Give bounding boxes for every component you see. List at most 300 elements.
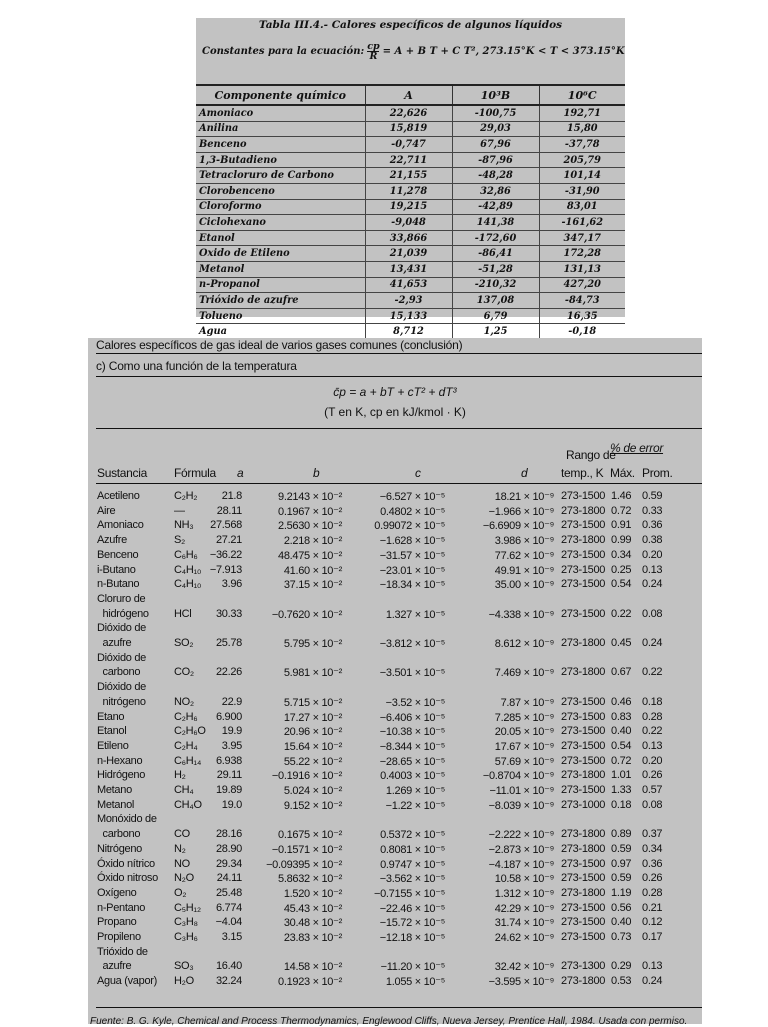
cell-max: 0.72 bbox=[611, 504, 632, 517]
col-prom: Prom. bbox=[642, 466, 673, 480]
cell-d: −1.966 × 10⁻⁹ bbox=[488, 505, 554, 518]
table2-row bbox=[88, 564, 702, 579]
cell-a: 13,431 bbox=[365, 261, 452, 277]
cell-c: 83,01 bbox=[539, 199, 625, 215]
cell-c: −23.01 × 10⁻⁵ bbox=[379, 564, 445, 577]
cell-b: 32,86 bbox=[452, 183, 539, 199]
cell-max: 0.45 bbox=[611, 637, 632, 649]
cell-c: −31.57 × 10⁻⁵ bbox=[379, 549, 445, 562]
table1-row bbox=[196, 105, 625, 121]
cell-prom: 0.22 bbox=[642, 666, 663, 679]
cell-prom: 0.24 bbox=[642, 637, 663, 649]
cell-b: -42,89 bbox=[452, 199, 539, 215]
cell-name: i-Butano bbox=[97, 563, 136, 576]
cell-a: 19.89 bbox=[215, 784, 242, 796]
cell-prom: 0.36 bbox=[642, 519, 663, 532]
cell-prom: 0.33 bbox=[642, 504, 663, 517]
table2-row bbox=[88, 711, 702, 726]
cell-max: 1.46 bbox=[611, 490, 632, 502]
cell-component: Agua bbox=[196, 324, 365, 340]
table1-row bbox=[196, 137, 625, 153]
cell-b: -210,32 bbox=[452, 277, 539, 293]
table1-row bbox=[196, 246, 625, 262]
equation-prefix: Constantes para la ecuación: bbox=[202, 46, 365, 57]
cell-range: 273-1800 bbox=[561, 504, 606, 517]
cell-formula: C₂H₄ bbox=[174, 739, 198, 752]
table1-row bbox=[196, 215, 625, 231]
cell-name: Cloruro de bbox=[97, 592, 146, 605]
cell-prom: 0.37 bbox=[642, 828, 663, 841]
cell-prom: 0.12 bbox=[642, 916, 663, 929]
table2-row bbox=[88, 593, 702, 608]
table2-row bbox=[88, 608, 702, 623]
cell-component: Benceno bbox=[196, 137, 365, 153]
cell-c: 347,17 bbox=[539, 230, 625, 246]
cell-d: 24.62 × 10⁻⁹ bbox=[494, 932, 554, 944]
cell-a: 28.11 bbox=[216, 504, 242, 517]
cell-name: azufre bbox=[97, 960, 132, 973]
cell-b: −0.1571 × 10⁻² bbox=[271, 843, 342, 856]
col-max: Máx. bbox=[610, 466, 635, 480]
cell-b: 29,03 bbox=[452, 121, 539, 137]
col-c: c bbox=[415, 466, 421, 480]
cell-c: 427,20 bbox=[539, 277, 625, 293]
table2-row bbox=[88, 931, 702, 946]
col-b: b bbox=[313, 466, 320, 480]
cell-formula: CO₂ bbox=[174, 666, 194, 679]
cell-a: 27.568 bbox=[210, 519, 242, 532]
cell-range: 273-1000 bbox=[561, 798, 606, 811]
table2-row bbox=[88, 946, 702, 961]
cell-name: Óxido nítrico bbox=[97, 857, 155, 870]
cell-c: −3.812 × 10⁻⁵ bbox=[379, 638, 445, 650]
cell-a: 11,278 bbox=[365, 183, 452, 199]
cell-prom: 0.08 bbox=[642, 798, 663, 811]
table2-row bbox=[88, 519, 702, 534]
table2-row bbox=[88, 666, 702, 681]
cell-d: −2.222 × 10⁻⁹ bbox=[488, 829, 554, 842]
col-rango-2: temp., K bbox=[561, 466, 604, 480]
cell-b: 2.218 × 10⁻² bbox=[283, 535, 342, 548]
cell-max: 0.59 bbox=[611, 842, 632, 855]
table2-footer: Fuente: B. G. Kyle, Chemical and Process Thermodynamics, Englewood Cliffs, Nueva Jersey, Prentice Hall, 1984. Usada con permiso. bbox=[90, 1016, 688, 1027]
cell-max: 0.54 bbox=[611, 739, 632, 752]
cell-prom: 0.21 bbox=[642, 901, 663, 914]
cell-c: 16,35 bbox=[539, 308, 625, 324]
cell-a: 3.15 bbox=[221, 931, 242, 943]
cell-b: 23.83 × 10⁻² bbox=[283, 932, 342, 944]
rule bbox=[96, 1007, 702, 1008]
cell-d: −4.187 × 10⁻⁹ bbox=[488, 858, 554, 871]
cell-formula: CO bbox=[174, 828, 190, 841]
cell-prom: 0.17 bbox=[642, 931, 663, 943]
cell-c: 205,79 bbox=[539, 152, 625, 168]
cell-name: Azufre bbox=[97, 534, 127, 547]
cell-a: 25.78 bbox=[215, 637, 242, 649]
cell-range: 273-1500 bbox=[561, 607, 606, 620]
cell-formula: S₂ bbox=[174, 534, 186, 547]
table2-row bbox=[88, 681, 702, 696]
cell-b: -172,60 bbox=[452, 230, 539, 246]
rule bbox=[96, 376, 702, 377]
cell-max: 0.53 bbox=[611, 975, 632, 988]
col-a: a bbox=[237, 466, 244, 480]
gas-specific-heat-table bbox=[88, 338, 702, 1027]
cell-name: n-Butano bbox=[97, 578, 140, 591]
cell-a: -2,93 bbox=[365, 293, 452, 309]
cell-component: Cloroformo bbox=[196, 199, 365, 215]
cell-c: 0.4003 × 10⁻⁵ bbox=[380, 770, 445, 783]
cell-b: 15.64 × 10⁻² bbox=[283, 740, 342, 753]
col-sustancia: Sustancia bbox=[97, 466, 147, 480]
cell-c: −22.46 × 10⁻⁵ bbox=[379, 902, 445, 915]
cell-formula: HCl bbox=[174, 607, 192, 620]
col-d: d bbox=[521, 466, 528, 480]
cell-component: Tetracloruro de Carbono bbox=[196, 168, 365, 184]
cell-b: 0.1675 × 10⁻² bbox=[278, 829, 342, 842]
cell-max: 0.97 bbox=[611, 857, 632, 870]
cell-formula: C₃H₆ bbox=[174, 931, 198, 943]
table2-row bbox=[88, 490, 702, 505]
cell-component: Amoniaco bbox=[196, 105, 365, 121]
cell-d: −6.6909 × 10⁻⁹ bbox=[482, 520, 554, 533]
cell-d: 7.285 × 10⁻⁹ bbox=[494, 711, 554, 724]
cell-c: −28.65 × 10⁻⁵ bbox=[379, 755, 445, 768]
cell-c: −6.527 × 10⁻⁵ bbox=[379, 491, 445, 503]
cell-component: Clorobenceno bbox=[196, 183, 365, 199]
table1-body bbox=[196, 105, 625, 339]
cell-a: -0,747 bbox=[365, 137, 452, 153]
cell-formula: C₂H₆O bbox=[174, 725, 206, 738]
cell-a: 8,712 bbox=[365, 324, 452, 340]
table2-equation: c̄p = a + bT + cT² + dT³ bbox=[333, 385, 457, 399]
cell-b: 0.1923 × 10⁻² bbox=[278, 976, 342, 989]
cell-prom: 0.38 bbox=[642, 534, 663, 547]
cell-formula: H₂O bbox=[174, 975, 194, 988]
header-a: A bbox=[365, 85, 452, 105]
cell-a: 30.33 bbox=[215, 607, 242, 620]
table1-row bbox=[196, 277, 625, 293]
cell-c: −11.20 × 10⁻⁵ bbox=[380, 961, 445, 974]
cell-max: 0.22 bbox=[611, 607, 632, 620]
cell-component: Tolueno bbox=[196, 308, 365, 324]
cell-b: 5.981 × 10⁻² bbox=[283, 667, 342, 680]
cell-a: −4.04 bbox=[215, 916, 242, 929]
cell-prom: 0.26 bbox=[642, 769, 663, 782]
cell-c: −3.501 × 10⁻⁵ bbox=[379, 667, 445, 680]
cell-name: Benceno bbox=[97, 548, 139, 561]
cell-c: −18.34 × 10⁻⁵ bbox=[379, 579, 445, 592]
cell-b: -48,28 bbox=[452, 168, 539, 184]
table2-row bbox=[88, 887, 702, 902]
cell-name: Amoniaco bbox=[97, 519, 144, 532]
table1-row bbox=[196, 199, 625, 215]
cell-formula: H₂ bbox=[174, 769, 186, 782]
cell-b: 141,38 bbox=[452, 215, 539, 231]
header-component: Componente químico bbox=[196, 85, 365, 105]
cell-b: −0.09395 × 10⁻² bbox=[266, 858, 342, 871]
table2-row bbox=[88, 858, 702, 873]
cell-max: 0.25 bbox=[611, 563, 632, 576]
table2-row bbox=[88, 902, 702, 917]
cell-formula: C₂H₆ bbox=[174, 710, 198, 723]
cell-formula: C₄H₁₀ bbox=[174, 578, 202, 591]
cell-a: 19,215 bbox=[365, 199, 452, 215]
table2-row bbox=[88, 813, 702, 828]
cell-b: 5.024 × 10⁻² bbox=[283, 785, 342, 797]
cell-c: −6.406 × 10⁻⁵ bbox=[379, 711, 445, 724]
cell-c: 101,14 bbox=[539, 168, 625, 184]
cell-max: 0.18 bbox=[611, 798, 632, 811]
cell-c: 131,13 bbox=[539, 261, 625, 277]
cell-a: 33,866 bbox=[365, 230, 452, 246]
cell-d: −0.8704 × 10⁻⁹ bbox=[482, 770, 554, 783]
cell-d: 32.42 × 10⁻⁹ bbox=[494, 961, 554, 974]
cell-range: 273-1800 bbox=[561, 534, 606, 547]
cell-a: -9,048 bbox=[365, 215, 452, 231]
table1-row bbox=[196, 261, 625, 277]
cell-d: 57.69 × 10⁻⁹ bbox=[494, 755, 554, 768]
cell-formula: CH₄O bbox=[174, 798, 202, 811]
cell-formula: NH₃ bbox=[174, 519, 194, 532]
cell-b: 5.795 × 10⁻² bbox=[283, 638, 342, 650]
cell-prom: 0.22 bbox=[642, 725, 663, 738]
cell-formula: — bbox=[174, 504, 185, 517]
table2-row bbox=[88, 696, 702, 711]
cell-max: 0.56 bbox=[611, 901, 632, 914]
cell-b: −0.7620 × 10⁻² bbox=[271, 608, 342, 621]
cell-max: 0.40 bbox=[611, 725, 632, 738]
cell-range: 273-1500 bbox=[561, 695, 606, 708]
cell-max: 0.29 bbox=[611, 960, 632, 973]
cell-a: 29.11 bbox=[216, 769, 242, 782]
cell-range: 273-1500 bbox=[561, 519, 606, 532]
cell-name: hidrógeno bbox=[97, 607, 149, 620]
cell-d: 77.62 × 10⁻⁹ bbox=[494, 549, 554, 562]
cell-prom: 0.24 bbox=[642, 975, 663, 988]
cell-d: 7.87 × 10⁻⁹ bbox=[500, 696, 554, 709]
table2-row bbox=[88, 784, 702, 799]
cell-name: Aire bbox=[97, 504, 116, 517]
equation-body: = A + B T + C T², 273.15°K < T < 373.15°K bbox=[382, 46, 625, 57]
cell-d: 49.91 × 10⁻⁹ bbox=[494, 564, 554, 577]
cell-formula: C₅H₁₂ bbox=[174, 901, 201, 914]
cell-max: 0.34 bbox=[611, 548, 632, 561]
cell-d: 3.986 × 10⁻⁹ bbox=[494, 535, 554, 548]
cell-c: 0.4802 × 10⁻⁵ bbox=[380, 505, 445, 518]
cell-component: Ciclohexano bbox=[196, 215, 365, 231]
cell-d: −2.873 × 10⁻⁹ bbox=[488, 843, 554, 856]
table2-row bbox=[88, 755, 702, 770]
cell-a: 22,626 bbox=[365, 105, 452, 121]
cell-range: 273-1500 bbox=[561, 490, 606, 502]
cell-c: 0.5372 × 10⁻⁵ bbox=[380, 829, 445, 842]
table2-row bbox=[88, 652, 702, 667]
table2-units: (T en K, cp en kJ/kmol · K) bbox=[324, 405, 466, 419]
cell-a: 3.95 bbox=[221, 739, 242, 752]
rule bbox=[96, 428, 702, 429]
cell-c: -31,90 bbox=[539, 183, 625, 199]
table1-equation bbox=[202, 42, 625, 61]
cell-max: 0.91 bbox=[611, 519, 632, 532]
cell-name: Acetileno bbox=[97, 490, 140, 502]
cell-max: 0.67 bbox=[611, 666, 632, 679]
cell-max: 0.40 bbox=[611, 916, 632, 929]
table2-row bbox=[88, 534, 702, 549]
table1-title: Tabla III.4.- Calores específicos de algunos líquidos bbox=[258, 19, 563, 31]
cell-b: -100,75 bbox=[452, 105, 539, 121]
cell-c: -84,73 bbox=[539, 293, 625, 309]
cell-a: 19.0 bbox=[221, 798, 242, 811]
cell-name: Dióxido de bbox=[97, 681, 146, 694]
cell-range: 273-1500 bbox=[561, 548, 606, 561]
cell-formula: SO₂ bbox=[174, 637, 194, 649]
cell-a: 22.26 bbox=[215, 666, 242, 679]
cell-name: Metano bbox=[97, 784, 132, 796]
cell-d: 18.21 × 10⁻⁹ bbox=[494, 491, 554, 503]
cell-prom: 0.24 bbox=[642, 578, 663, 591]
cell-range: 273-1500 bbox=[561, 710, 606, 723]
header-c: 10⁶C bbox=[539, 85, 625, 105]
cell-a: 27.21 bbox=[215, 534, 242, 547]
cell-formula: NO bbox=[174, 857, 190, 870]
cell-d: 10.58 × 10⁻⁹ bbox=[494, 873, 554, 886]
cell-formula: C₆H₁₄ bbox=[174, 754, 202, 767]
cell-c: 1.055 × 10⁻⁵ bbox=[385, 976, 445, 989]
cell-a: 21,039 bbox=[365, 246, 452, 262]
cell-b: 5.715 × 10⁻² bbox=[283, 696, 342, 709]
cell-prom: 0.28 bbox=[642, 710, 663, 723]
cell-range: 273-1800 bbox=[561, 666, 606, 679]
cell-d: 7.469 × 10⁻⁹ bbox=[494, 667, 554, 680]
cell-max: 1.01 bbox=[611, 769, 632, 782]
cell-range: 273-1500 bbox=[561, 872, 606, 885]
cell-c: −1.22 × 10⁻⁵ bbox=[385, 799, 445, 812]
cell-a: 15,819 bbox=[365, 121, 452, 137]
cell-formula: C₃H₈ bbox=[174, 916, 198, 929]
cell-prom: 0.57 bbox=[642, 784, 663, 796]
cell-max: 0.46 bbox=[611, 695, 632, 708]
cell-component: Anilina bbox=[196, 121, 365, 137]
cell-range: 273-1800 bbox=[561, 886, 606, 899]
table2-row bbox=[88, 725, 702, 740]
cell-b: 41.60 × 10⁻² bbox=[283, 564, 342, 577]
cell-c: −0.7155 × 10⁻⁵ bbox=[373, 887, 445, 900]
cell-formula: C₄H₁₀ bbox=[174, 563, 202, 576]
cell-c: 192,71 bbox=[539, 105, 625, 121]
cell-d: 20.05 × 10⁻⁹ bbox=[494, 726, 554, 739]
table1-row bbox=[196, 308, 625, 324]
cell-prom: 0.36 bbox=[642, 857, 663, 870]
table1-grid bbox=[196, 84, 625, 340]
cell-b: 137,08 bbox=[452, 293, 539, 309]
table2-row bbox=[88, 960, 702, 975]
cell-c: −3.562 × 10⁻⁵ bbox=[379, 873, 445, 886]
cell-c: -161,62 bbox=[539, 215, 625, 231]
col-error: % de error bbox=[610, 441, 664, 455]
cell-c: −3.52 × 10⁻⁵ bbox=[385, 696, 445, 709]
cell-a: 6.938 bbox=[215, 754, 242, 767]
cell-component: Metanol bbox=[196, 261, 365, 277]
cell-d: 42.29 × 10⁻⁹ bbox=[494, 902, 554, 915]
cell-name: Etano bbox=[97, 710, 125, 723]
cell-prom: 0.20 bbox=[642, 754, 663, 767]
cell-range: 273-1800 bbox=[561, 842, 606, 855]
cell-formula: C₂H₂ bbox=[174, 490, 198, 502]
cell-name: n-Pentano bbox=[97, 901, 146, 914]
cell-a: 21.8 bbox=[221, 490, 242, 502]
cell-name: carbono bbox=[97, 828, 141, 841]
table2-row bbox=[88, 637, 702, 652]
table2-row bbox=[88, 740, 702, 755]
cell-range: 273-1500 bbox=[561, 784, 606, 796]
cell-d: 8.612 × 10⁻⁹ bbox=[494, 638, 554, 650]
cell-a: 21,155 bbox=[365, 168, 452, 184]
cell-prom: 0.13 bbox=[642, 563, 663, 576]
cell-a: 41,653 bbox=[365, 277, 452, 293]
cell-range: 273-1500 bbox=[561, 563, 606, 576]
cell-formula: O₂ bbox=[174, 886, 187, 899]
cell-b: 6,79 bbox=[452, 308, 539, 324]
cell-a: 24.11 bbox=[216, 872, 242, 885]
col-formula: Fórmula bbox=[174, 466, 216, 480]
cell-name: Metanol bbox=[97, 798, 135, 811]
cell-c: -0,18 bbox=[539, 324, 625, 340]
cell-max: 0.83 bbox=[611, 710, 632, 723]
cell-c: −10.38 × 10⁻⁵ bbox=[379, 726, 445, 739]
cell-b: 9.2143 × 10⁻² bbox=[278, 491, 342, 503]
table1-row bbox=[196, 168, 625, 184]
cell-name: nitrógeno bbox=[97, 695, 146, 708]
cell-b: 2.5630 × 10⁻² bbox=[278, 520, 342, 533]
cell-max: 1.19 bbox=[611, 886, 632, 899]
cell-a: 3.96 bbox=[221, 578, 242, 591]
cell-name: Oxígeno bbox=[97, 886, 137, 899]
cell-c: −12.18 × 10⁻⁵ bbox=[379, 932, 445, 944]
table2-row bbox=[88, 872, 702, 887]
cell-max: 0.54 bbox=[611, 578, 632, 591]
cell-a: 19.9 bbox=[221, 725, 242, 738]
cell-a: 6.900 bbox=[215, 710, 242, 723]
table2-row bbox=[88, 843, 702, 858]
cell-range: 273-1500 bbox=[561, 857, 606, 870]
cell-a: 22,711 bbox=[365, 152, 452, 168]
table2-row bbox=[88, 799, 702, 814]
cell-range: 273-1500 bbox=[561, 901, 606, 914]
cell-formula: C₆H₆ bbox=[174, 548, 198, 561]
table2-row bbox=[88, 975, 702, 990]
cell-b: 55.22 × 10⁻² bbox=[283, 755, 342, 768]
table1-row bbox=[196, 152, 625, 168]
cell-name: Trióxido de bbox=[97, 945, 148, 958]
cell-component: Oxido de Etileno bbox=[196, 246, 365, 262]
fraction-numerator: cp bbox=[367, 41, 380, 52]
cell-name: Etanol bbox=[97, 725, 127, 738]
cell-d: −3.595 × 10⁻⁹ bbox=[488, 976, 554, 989]
table2-row bbox=[88, 549, 702, 564]
equation-fraction bbox=[367, 42, 379, 61]
cell-c: −1.628 × 10⁻⁵ bbox=[379, 535, 445, 548]
table2-title: Calores específicos de gas ideal de varios gases comunes (conclusión) bbox=[96, 338, 463, 352]
cell-d: −4.338 × 10⁻⁹ bbox=[488, 608, 554, 621]
cell-formula: NO₂ bbox=[174, 695, 194, 708]
cell-range: 273-1500 bbox=[561, 754, 606, 767]
cell-component: n-Propanol bbox=[196, 277, 365, 293]
cell-d: 31.74 × 10⁻⁹ bbox=[494, 917, 554, 930]
cell-d: 17.67 × 10⁻⁹ bbox=[494, 740, 554, 753]
cell-a: 16.40 bbox=[215, 960, 242, 973]
cell-range: 273-1500 bbox=[561, 739, 606, 752]
